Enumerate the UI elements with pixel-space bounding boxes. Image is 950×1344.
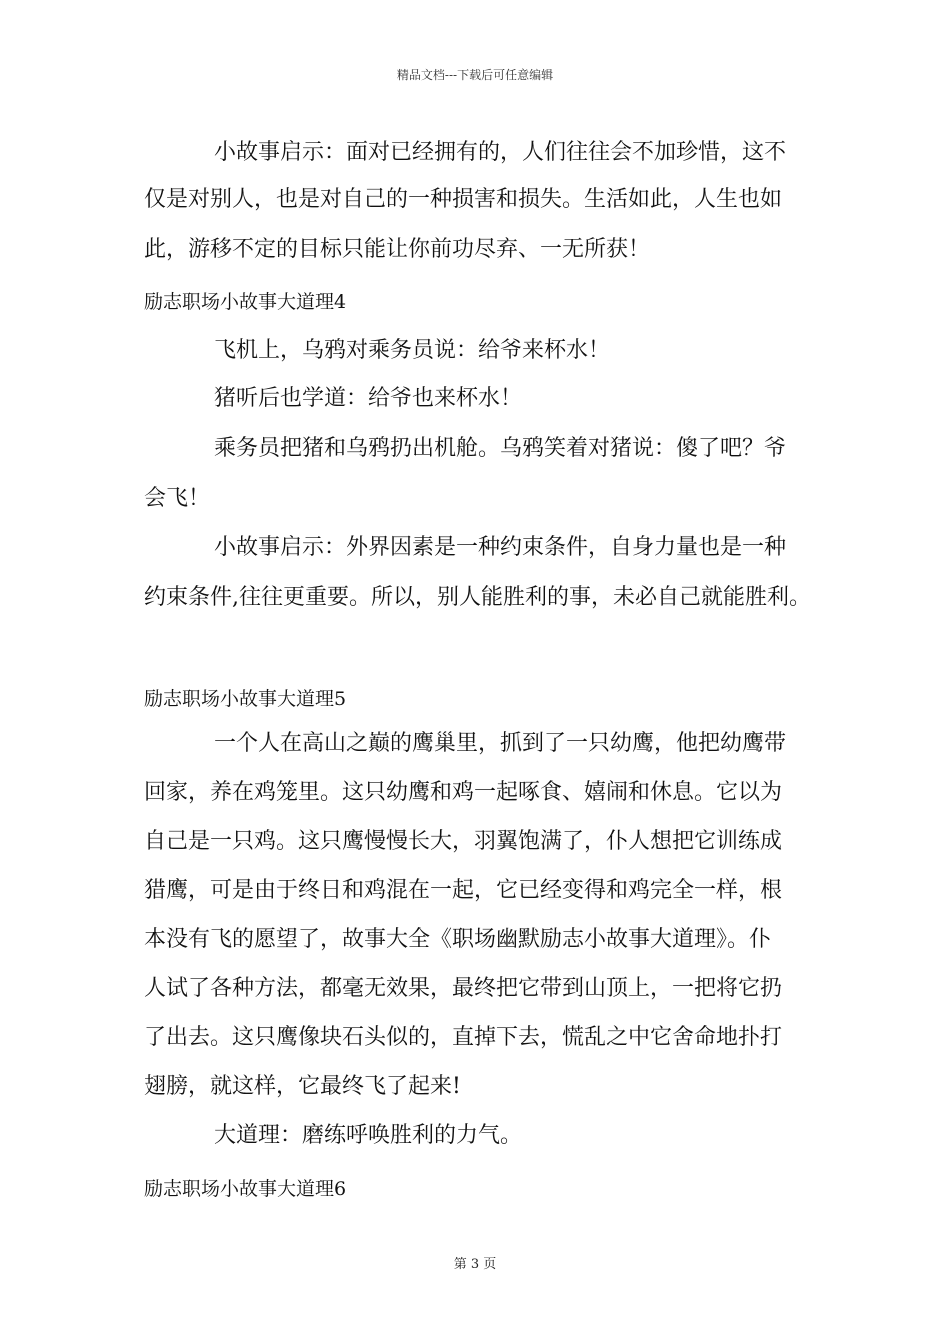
paragraph-line: 约束条件,往往更重要。所以，别人能胜利的事，未必自己就能胜利。 <box>144 585 811 610</box>
paragraph-line: 回家，养在鸡笼里。这只幼鹰和鸡一起啄食、嬉闹和休息。它以为 <box>144 780 783 805</box>
paragraph-line: 乘务员把猪和乌鸦扔出机舱。乌鸦笑着对猪说：傻了吧？爷 <box>214 436 787 461</box>
page-header: 精品文档---下载后可任意编辑 <box>396 68 554 82</box>
paragraph-line: 一个人在高山之巅的鹰巢里，抓到了一只幼鹰，他把幼鹰带 <box>214 731 787 756</box>
paragraph-line: 仅是对别人，也是对自己的一种损害和损失。生活如此，人生也如 <box>144 187 783 212</box>
paragraph-line: 小故事启示：面对已经拥有的，人们往往会不加珍惜，这不 <box>214 140 787 165</box>
paragraph-line: 此，游移不定的目标只能让你前功尽弃、一无所获！ <box>144 237 651 262</box>
page-number: 第 3 页 <box>453 1257 497 1272</box>
paragraph-line: 自己是一只鸡。这只鹰慢慢长大，羽翼饱满了，仆人想把它训练成 <box>144 829 783 854</box>
paragraph-line: 本没有飞的愿望了，故事大全《职场幽默励志小故事大道理》。仆 <box>144 927 772 952</box>
paragraph-line: 猎鹰，可是由于终日和鸡混在一起，它已经变得和鸡完全一样，根 <box>144 878 783 903</box>
paragraph-line: 了出去。这只鹰像块石头似的，直掉下去，慌乱之中它舍命地扑打 <box>144 1025 783 1050</box>
section-heading: 励志职场小故事大道理4 <box>144 291 347 313</box>
paragraph-line: 小故事启示：外界因素是一种约束条件，自身力量也是一种 <box>214 535 787 560</box>
paragraph-line: 飞机上，乌鸦对乘务员说：给爷来杯水！ <box>214 338 611 363</box>
paragraph-line: 猪听后也学道：给爷也来杯水！ <box>214 386 523 411</box>
section-heading: 励志职场小故事大道理5 <box>144 688 347 710</box>
paragraph-line: 翅膀，就这样，它最终飞了起来! <box>144 1074 461 1099</box>
paragraph-line: 大道理：磨练呼唤胜利的力气。 <box>214 1123 523 1148</box>
paragraph-line: 会飞！ <box>144 486 211 511</box>
paragraph-line: 人试了各种方法，都毫无效果，最终把它带到山顶上，一把将它扔 <box>144 976 783 1001</box>
section-heading: 励志职场小故事大道理6 <box>144 1178 347 1200</box>
